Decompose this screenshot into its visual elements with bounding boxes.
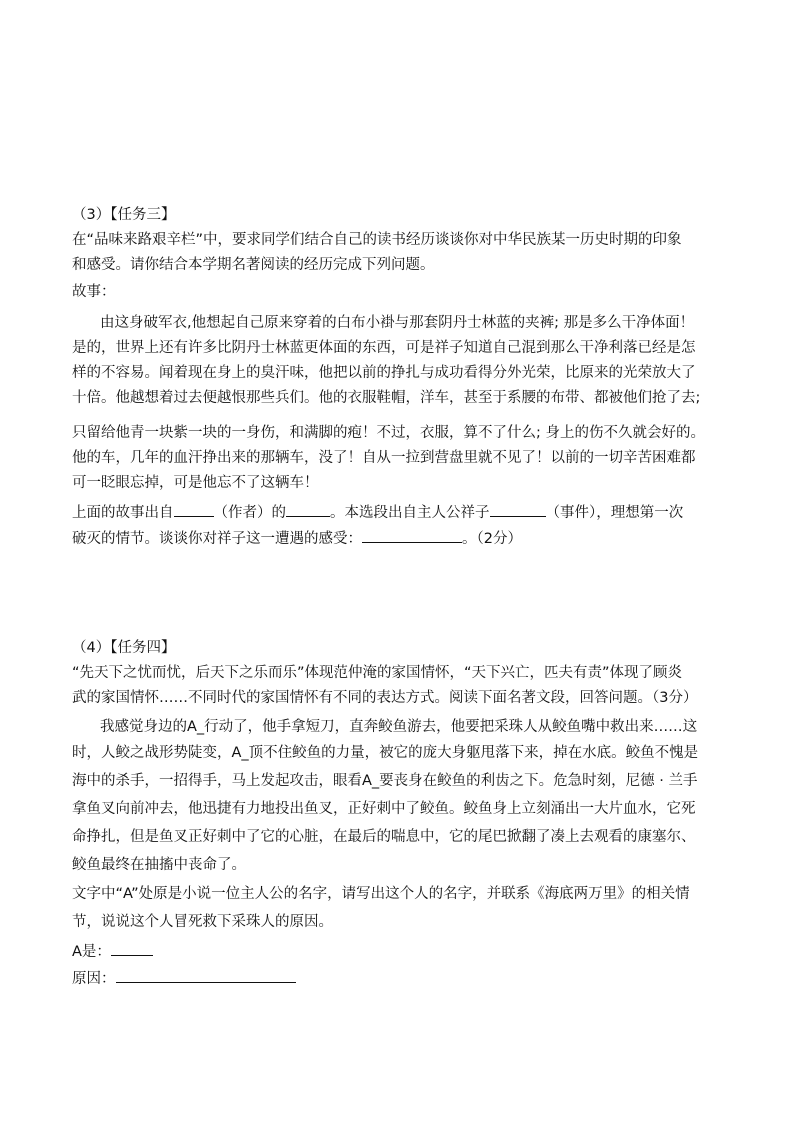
passage4-line: 时，人鲛之战形势陡变，A_顶不住鲛鱼的力量，被它的庞大身躯甩落下来，掉在水底。鲛鱼不愧是 [72,745,699,761]
feeling-blank[interactable] [362,528,462,543]
passage3-line: 十倍。他越想着过去便越恨那些兵们。他的衣服鞋帽，洋车，甚至于系腰的布带、都被他们抢了去; [72,390,701,406]
section3-intro-line1: 在“品味来路艰辛栏”中，要求同学们结合自己的读书经历谈谈你对中华民族某一历史时期的印象 [72,232,682,248]
answer-a-blank[interactable] [111,941,153,956]
section3-question-line2 [72,528,722,549]
passage4-line: 我感觉身边的A_行动了，他手拿短刀，直奔鲛鱼游去，他要把采珠人从鲛鱼嘴中救出来……这 [100,719,698,735]
section4-heading: （4）【任务四】 [72,640,176,656]
passage3-line: 只留给他青一块紫一块的一身伤，和满脚的疱！不过，衣服，算不了什么; 身上的伤不久就会好的。 [72,425,705,441]
passage3-line: 是的，世界上还有许多比阴丹士林蓝更体面的东西，可是祥子知道自己混到那么干净利落已经是怎 [72,340,696,356]
passage4-line: 海中的杀手，一招得手，马上发起攻击，眼看A_要丧身在鲛鱼的利齿之下。危急时刻，尼德 · 兰手 [72,773,698,789]
passage3-line: 他的车，几年的血汗挣出来的那辆车，没了！自从一拉到营盘里就不见了！以前的一切辛苦困难都 [72,450,696,466]
question-text: （事件），理想第一次 [545,505,684,521]
question-text: 。本选段出自主人公祥子 [330,505,490,521]
section4-question-line2: 节，说说这个人冒死救下采珠人的原因。 [72,914,333,930]
answer-a-row [72,941,722,962]
section3-question-line1 [72,502,722,523]
answer-reason-blank[interactable] [116,968,296,983]
passage4-line: 鲛鱼最终在抽搐中丧命了。 [72,857,246,873]
passage4-line: 命挣扎，但是鱼叉正好刺中了它的心脏，在最后的喘息中，它的尾巴掀翻了凑上去观看的康塞尔、 [72,829,696,845]
passage3-line: 可一眨眼忘掉，可是他忘不了这辆车！ [72,475,319,491]
passage3-line: 由这身破军衣,他想起自己原来穿着的白布小褂与那套阴丹士林蓝的夹裤; 那是多么干净体面！ [100,315,695,331]
section3-intro-line2: 和感受。请你结合本学期名著阅读的经历完成下列问题。 [72,257,435,273]
book-title-blank[interactable] [286,502,330,517]
section3-heading: （3）【任务三】 [72,207,176,223]
question-text: 破灭的情节。谈谈你对祥子这一遭遇的感受： [72,531,362,547]
answer-reason-label: 原因： [72,971,116,987]
story-label: 故事： [72,284,116,300]
answer-a-label: A是： [72,944,111,960]
author-blank[interactable] [174,502,214,517]
passage3-line: 样的不容易。闻着现在身上的臭汗味，他把以前的挣扎与成功看得分外光荣，比原来的光荣放大了 [72,365,696,381]
question-text: 。（2分） [462,531,522,547]
answer-reason-row [72,968,722,989]
section4-question-line1: 文字中“A”处原是小说一位主人公的名字，请写出这个人的名字，并联系《海底两万里》的相关情 [72,886,690,902]
passage4-line: 拿鱼叉向前冲去，他迅捷有力地投出鱼叉，正好刺中了鲛鱼。鲛鱼身上立刻涌出一大片血水，它死 [72,801,696,817]
question-text: （作者）的 [213,505,286,521]
section4-intro-line2: 武的家国情怀……不同时代的家国情怀有不同的表达方式。阅读下面名著文段，回答问题。（3分） [72,690,698,706]
question-text: 上面的故事出自 [72,505,174,521]
event-blank[interactable] [490,502,546,517]
section4-intro-line1: “先天下之忧而忧，后天下之乐而乐”体现范仲淹的家国情怀，“天下兴亡，匹夫有责”体现了顾炎 [72,665,683,681]
